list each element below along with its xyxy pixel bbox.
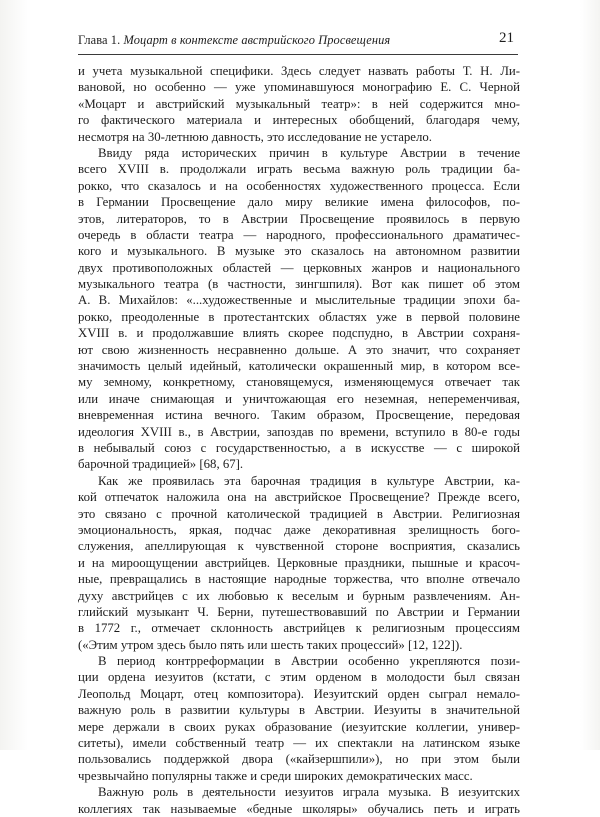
text-line: А. В. Михайлов: «...художественные и мыслительные традиции эпохи ба- [78, 293, 520, 308]
text-line: вневременная истина вечного. Таким образом, Просвещение, передовая [78, 408, 520, 423]
text-line: идеология XVIII в., в Австрии, запоздав по времени, вступило в 80-е годы [78, 424, 520, 439]
chapter-title: Моцарт в контексте австрийского Просвещения [123, 33, 391, 47]
text-line: в небывалый союз с государственностью, а в искусстве — с широкой [78, 440, 520, 455]
text-line: ции ордена иезуитов (кстати, с этим орденом в молодости был связан [78, 670, 520, 685]
text-line: чрезвычайно популярны также и среди широких демократических масс. [78, 768, 473, 783]
paragraph [78, 145, 520, 473]
paragraph [78, 784, 520, 817]
text-line: музыкального театра (в частности, зингшпиля). Вот как пишет об этом [78, 277, 520, 292]
text-line: в 1772 г., отмечает склонность австрийцев к религиозным процессиям [78, 621, 520, 636]
text-line: ют свою жизненность несравненно дольше. А это значит, что сохраняет [78, 342, 520, 357]
text-line: глийский музыкант Ч. Берни, путешествовавший по Австрии и Германии [78, 604, 520, 619]
text-line: кой отпечаток наложила она на австрийское Просвещение? Прежде всего, [78, 490, 520, 505]
text-line: важную роль в развитии культуры в Австрии. Иезуиты в значительной [78, 703, 520, 718]
text-line: мере держали в своих руках образование (иезуитские коллегии, универ- [78, 719, 520, 734]
text-line: Ввиду ряда исторических причин в культуре Австрии в течение [98, 145, 520, 160]
text-line: Важную роль в деятельности иезуитов играла музыка. В иезуитских [98, 785, 520, 800]
text-line: очередь в области театра — народного, профессионального драматичес- [78, 227, 520, 242]
text-line: всего XVIII в. продолжали играть весьма важную роль традиции ба- [78, 162, 520, 177]
text-line: кого и музыкального. В музыке это сказалось на автономном развитии [78, 244, 520, 259]
text-line: этов, литераторов, то в Австрии Просвещение проявилось в первую [78, 211, 520, 226]
text-line: В период контрреформации в Австрии особенно укрепляются пози- [98, 654, 520, 669]
text-line: коллегиях так называемые «бедные школяры» обучались петь и играть [78, 801, 520, 816]
text-line: это связано с прочной католической традицией в Австрии. Религиозная [78, 506, 520, 521]
text-line: служения, апеллирующая к чувственной стороне восприятия, сказались [78, 539, 520, 554]
page-number: 21 [499, 30, 514, 46]
text-line: XVIII в. и продолжавшие влиять скорее подспудно, в Австрии сохраня- [78, 326, 520, 341]
text-line: или иначе снимающая и уничтожающая его неземная, непеременчивая, [78, 391, 520, 406]
text-line: и учета музыкальной специфики. Здесь следует назвать работы Т. Н. Ли- [78, 64, 520, 78]
text-line: Леопольд Моцарт, отец композитора). Иезуитский орден сыграл немало- [78, 686, 520, 701]
text-line: значимость целый идейный, католически окрашенный мир, в котором все- [78, 359, 520, 374]
text-line: «Моцарт и австрийский музыкальный театр»: в ней содержится мно- [78, 96, 520, 111]
body-text [78, 63, 520, 816]
paragraph [78, 653, 520, 784]
text-line: Как же проявилась эта барочная традиция в культуре Австрии, ка- [98, 473, 520, 488]
running-head [78, 33, 390, 48]
chapter-label: Глава 1. [78, 33, 121, 47]
text-line: («Этим утром здесь было пять или шесть таких процессий» [12, 122]). [78, 637, 463, 652]
text-line: несмотря на 30-летнюю давность, это исследование не устарело. [78, 129, 432, 144]
text-line: в Германии Просвещение дало миру великие имена философов, по- [78, 195, 520, 210]
text-line: рокко, что сказалось и на особенностях художественного процесса. Если [78, 178, 520, 193]
text-line: и на мироощущении австрийцев. Церковные праздники, пышные и красоч- [78, 555, 520, 570]
text-line: эмоциональность, яркая, подчас даже декоративная зрелищность бого- [78, 522, 520, 537]
text-line: духу австрийцев с их любовью к веселым и бурным развлечениям. Ан- [78, 588, 520, 603]
text-line: вановой, но особенно — уже упоминавшуюся монографию Е. С. Черной [78, 80, 520, 95]
paragraph [78, 63, 520, 145]
text-line: двух противоположных областей — церковных жанров и национального [78, 260, 520, 275]
text-line: рокко, преодоленные в протестантских областях уже в первой половине [78, 309, 520, 324]
text-line: ситеты), имели собственный театр — их спектакли на латинском языке [78, 736, 520, 751]
paragraph [78, 473, 520, 653]
text-line: ные, превращались в настоящие народные торжества, что вполне отвечало [78, 572, 520, 587]
text-line: го фактического материала и интересных обобщений, благодаря чему, [78, 113, 520, 128]
text-line: му земному, конкретному, становящемуся, изменяющемуся отвечает так [78, 375, 520, 390]
running-header [78, 30, 518, 55]
text-line: пользовались поддержкой двора («кайзершпили»), но при этом были [78, 752, 520, 767]
text-line: барочной традицией» [68, 67]. [78, 457, 244, 472]
